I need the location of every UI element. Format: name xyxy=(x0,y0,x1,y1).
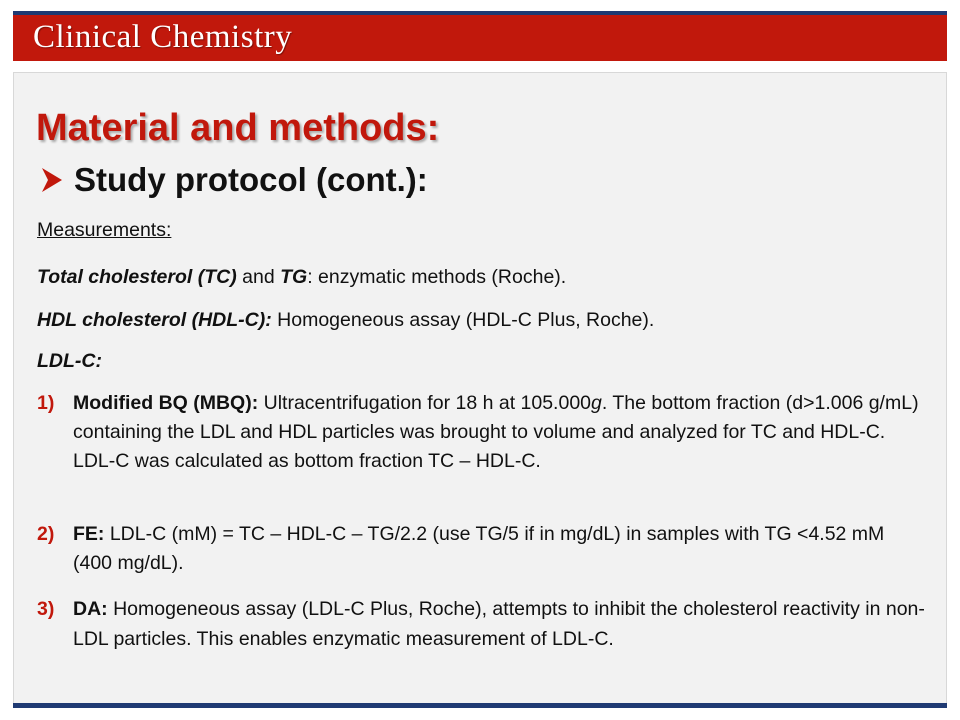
item-text-part: LDL-C (mM) = TC – HDL-C – TG/2.2 (use TG/5 if in mg/dL) in samples with TG <4.52 mM (400 mg/dL). xyxy=(73,523,885,574)
item-text-italic: g xyxy=(591,392,602,414)
item-label: Modified BQ (MBQ): xyxy=(73,392,259,414)
item-number: 3) xyxy=(37,598,55,620)
item-text-part: . The bottom fraction (d>1.006 g/mL) containing the LDL and HDL particles was brought to volume and analyzed for TC and HDL-C. LDL-C was calculated as bottom fraction TC – HDL-C. xyxy=(73,392,919,472)
tg-label: TG xyxy=(280,266,308,288)
tc-tg-description: : enzymatic methods (Roche). xyxy=(307,266,567,288)
item-text-part: Homogeneous assay (LDL-C Plus, Roche), attempts to inhibit the cholesterol reactivity in non-LDL particles. This enables enzymatic measurement of LDL-C. xyxy=(73,598,925,650)
tc-and: and xyxy=(236,266,281,288)
tc-label: Total cholesterol (TC) xyxy=(37,266,237,288)
item-text xyxy=(73,389,927,476)
arrow-bullet-icon xyxy=(40,166,64,194)
item-label: DA: xyxy=(73,598,108,620)
method-item-3 xyxy=(37,594,927,654)
footer-bottom-rule xyxy=(13,703,947,708)
journal-title: Clinical Chemistry xyxy=(33,19,293,55)
method-item-1 xyxy=(37,389,927,476)
subtitle-row xyxy=(40,161,428,199)
tc-tg-line xyxy=(37,266,566,289)
item-text-part: Ultracentrifugation for 18 h at 105.000 xyxy=(258,392,592,414)
method-item-2 xyxy=(37,520,927,578)
item-text xyxy=(73,520,927,578)
item-number: 2) xyxy=(37,523,55,545)
journal-header-bar xyxy=(13,15,947,61)
measurements-heading: Measurements: xyxy=(37,219,172,241)
slide-panel xyxy=(13,72,947,704)
item-number: 1) xyxy=(37,392,55,414)
hdl-description: Homogeneous assay (HDL-C Plus, Roche). xyxy=(271,309,655,331)
slide-title: Material and methods: xyxy=(36,107,440,149)
item-text xyxy=(73,594,927,654)
ldl-heading: LDL-C: xyxy=(37,350,102,372)
hdl-label: HDL cholesterol (HDL-C): xyxy=(37,309,272,331)
item-label: FE: xyxy=(73,523,105,545)
hdl-line xyxy=(37,309,654,332)
slide-subtitle: Study protocol (cont.): xyxy=(74,161,428,198)
